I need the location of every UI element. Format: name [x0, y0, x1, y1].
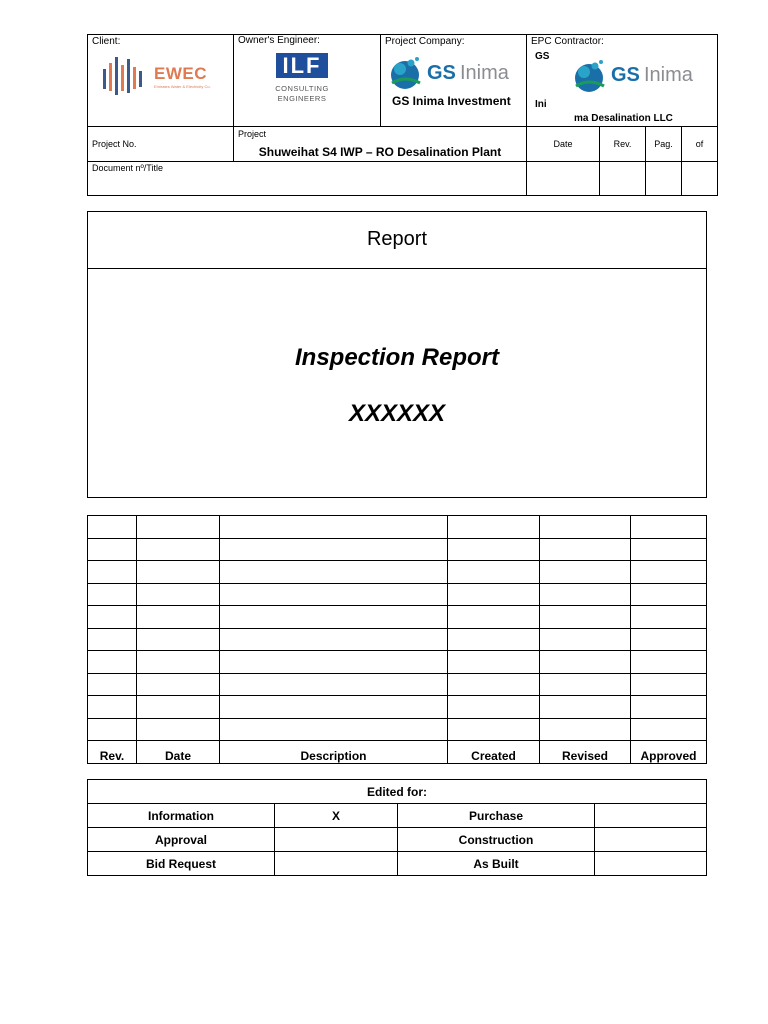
- table-cell[interactable]: [137, 651, 220, 674]
- table-cell[interactable]: [88, 583, 137, 606]
- ewec-logo-text: EWEC: [154, 64, 207, 83]
- table-row: [88, 606, 707, 629]
- table-cell[interactable]: [137, 583, 220, 606]
- ilf-logo-text: ILF: [276, 53, 328, 78]
- project-no-label: Project No.: [92, 139, 137, 149]
- table-cell[interactable]: [220, 538, 448, 561]
- option-purchase-mark[interactable]: [595, 804, 707, 828]
- table-cell[interactable]: [88, 538, 137, 561]
- option-information-label: Information: [88, 804, 275, 828]
- table-row: [88, 538, 707, 561]
- gs-inima-bubbles-icon: [388, 55, 426, 91]
- epc-gs-text: GS: [535, 51, 550, 62]
- table-cell[interactable]: [631, 651, 707, 674]
- report-code: XXXXXX: [348, 400, 446, 427]
- header-border-right: [717, 34, 718, 195]
- table-cell[interactable]: [137, 696, 220, 719]
- table-cell[interactable]: [137, 673, 220, 696]
- table-cell[interactable]: [88, 718, 137, 741]
- date-label: Date: [553, 139, 573, 149]
- table-cell[interactable]: [631, 718, 707, 741]
- option-approval-label: Approval: [88, 828, 275, 852]
- table-cell[interactable]: [540, 628, 631, 651]
- table-cell[interactable]: [540, 516, 631, 539]
- table-cell[interactable]: [448, 651, 540, 674]
- table-cell[interactable]: [631, 606, 707, 629]
- table-cell[interactable]: [448, 583, 540, 606]
- table-cell[interactable]: [540, 561, 631, 584]
- epc-gs-inima-logo-gs: GS: [611, 64, 640, 86]
- ewec-bars-icon: [100, 55, 150, 99]
- table-cell[interactable]: [448, 718, 540, 741]
- table-cell[interactable]: [220, 606, 448, 629]
- report-box: [87, 211, 707, 498]
- column-header-created: Created: [448, 741, 540, 764]
- header-col-1: [233, 34, 234, 161]
- table-cell[interactable]: [448, 561, 540, 584]
- table-cell[interactable]: [137, 606, 220, 629]
- table-row: [88, 628, 707, 651]
- project-label: Project: [238, 129, 267, 139]
- client-label: Client:: [92, 36, 121, 47]
- gs-inima-logo: [388, 55, 523, 91]
- table-cell[interactable]: [540, 606, 631, 629]
- ilf-logo: [272, 53, 336, 107]
- epc-gs-inima-logo-inima: Inima: [644, 64, 693, 86]
- table-cell[interactable]: [137, 718, 220, 741]
- table-cell[interactable]: [137, 538, 220, 561]
- table-cell[interactable]: [540, 718, 631, 741]
- owners-engineer-label: Owner's Engineer:: [238, 35, 320, 46]
- table-cell[interactable]: [88, 651, 137, 674]
- table-cell[interactable]: [631, 583, 707, 606]
- table-cell[interactable]: [88, 606, 137, 629]
- table-cell[interactable]: [540, 651, 631, 674]
- report-heading-divider: [88, 268, 706, 269]
- table-cell[interactable]: [540, 696, 631, 719]
- project-name: Shuweihat S4 IWP – RO Desalination Plant: [258, 145, 502, 159]
- table-row: [88, 651, 707, 674]
- table-cell[interactable]: [220, 696, 448, 719]
- epc-gs-inima-logo: [572, 58, 712, 94]
- header-col-5: [645, 126, 646, 195]
- option-as-built-label: As Built: [398, 852, 595, 876]
- header-col-3: [526, 34, 527, 195]
- table-cell[interactable]: [137, 516, 220, 539]
- option-construction-mark[interactable]: [595, 828, 707, 852]
- project-company-label: Project Company:: [385, 36, 465, 47]
- pag-label: Pag.: [654, 139, 673, 149]
- epc-gs-inima-bubbles-icon: [572, 58, 610, 94]
- edited-for-table: [87, 779, 707, 876]
- option-bid-request-label: Bid Request: [88, 852, 275, 876]
- table-cell[interactable]: [631, 628, 707, 651]
- revision-table: [87, 515, 707, 764]
- table-cell[interactable]: [540, 538, 631, 561]
- table-cell[interactable]: [448, 696, 540, 719]
- ilf-logo-sub2: ENGINEERS: [277, 94, 327, 103]
- table-row: [88, 583, 707, 606]
- table-cell[interactable]: [540, 583, 631, 606]
- column-header-approved: Approved: [631, 741, 707, 764]
- column-header-rev: Rev.: [88, 741, 137, 764]
- table-cell[interactable]: [631, 538, 707, 561]
- table-cell[interactable]: [137, 561, 220, 584]
- report-heading: Report: [366, 228, 428, 250]
- table-cell[interactable]: [448, 516, 540, 539]
- rev-label: Rev.: [613, 139, 632, 149]
- table-cell[interactable]: [220, 628, 448, 651]
- edited-for-title-row: [88, 780, 707, 804]
- table-row: [88, 516, 707, 539]
- table-cell[interactable]: [631, 516, 707, 539]
- table-cell[interactable]: [220, 583, 448, 606]
- table-cell[interactable]: [631, 696, 707, 719]
- header-border-bottom: [87, 195, 718, 196]
- header-col-4: [599, 126, 600, 195]
- table-cell[interactable]: [220, 516, 448, 539]
- header-border-top: [87, 34, 718, 35]
- table-row: [88, 673, 707, 696]
- project-company-name: GS Inima Investment: [392, 94, 511, 108]
- column-header-revised: Revised: [540, 741, 631, 764]
- edited-for-row: [88, 804, 707, 828]
- table-cell[interactable]: [220, 673, 448, 696]
- table-cell[interactable]: [448, 628, 540, 651]
- header-divider-2: [87, 161, 718, 162]
- header-col-2: [380, 34, 381, 126]
- header-divider-1: [87, 126, 718, 127]
- option-construction-label: Construction: [398, 828, 595, 852]
- table-cell[interactable]: [631, 561, 707, 584]
- table-cell[interactable]: [540, 673, 631, 696]
- epc-label: EPC Contractor:: [531, 36, 604, 47]
- option-approval-mark[interactable]: [275, 828, 398, 852]
- table-cell[interactable]: [137, 628, 220, 651]
- ewec-logo: [100, 55, 225, 99]
- table-cell[interactable]: [88, 561, 137, 584]
- header-col-6: [681, 126, 682, 195]
- table-cell[interactable]: [88, 516, 137, 539]
- option-as-built-mark[interactable]: [595, 852, 707, 876]
- table-cell[interactable]: [448, 606, 540, 629]
- edited-for-row: [88, 852, 707, 876]
- gs-inima-logo-inima: Inima: [460, 62, 509, 84]
- report-title: Inspection Report: [294, 344, 499, 371]
- table-cell[interactable]: [220, 561, 448, 584]
- ilf-logo-sub1: CONSULTING: [275, 84, 329, 93]
- table-cell[interactable]: [220, 718, 448, 741]
- table-cell[interactable]: [88, 673, 137, 696]
- header-border-left: [87, 34, 88, 195]
- revision-table-header-row: [88, 741, 707, 764]
- table-cell[interactable]: [448, 673, 540, 696]
- document-title-label: Document nº/Title: [92, 163, 163, 173]
- column-header-description: Description: [220, 741, 448, 764]
- column-header-date: Date: [137, 741, 220, 764]
- option-bid-request-mark[interactable]: [275, 852, 398, 876]
- table-cell[interactable]: [88, 696, 137, 719]
- table-cell[interactable]: [220, 651, 448, 674]
- ewec-logo-subtext: Emirates Water & Electricity Co.: [154, 84, 211, 89]
- table-row: [88, 561, 707, 584]
- edited-for-row: [88, 828, 707, 852]
- table-row: [88, 696, 707, 719]
- gs-inima-logo-gs: GS: [427, 62, 456, 84]
- table-cell[interactable]: [448, 538, 540, 561]
- table-cell[interactable]: [631, 673, 707, 696]
- option-information-mark[interactable]: X: [275, 804, 398, 828]
- table-cell[interactable]: [88, 628, 137, 651]
- epc-company-name: ma Desalination LLC: [574, 113, 673, 124]
- edited-for-title: Edited for:: [88, 780, 707, 804]
- option-purchase-label: Purchase: [398, 804, 595, 828]
- of-label: of: [695, 139, 704, 149]
- table-row: [88, 718, 707, 741]
- epc-ini-text: Ini: [535, 99, 547, 110]
